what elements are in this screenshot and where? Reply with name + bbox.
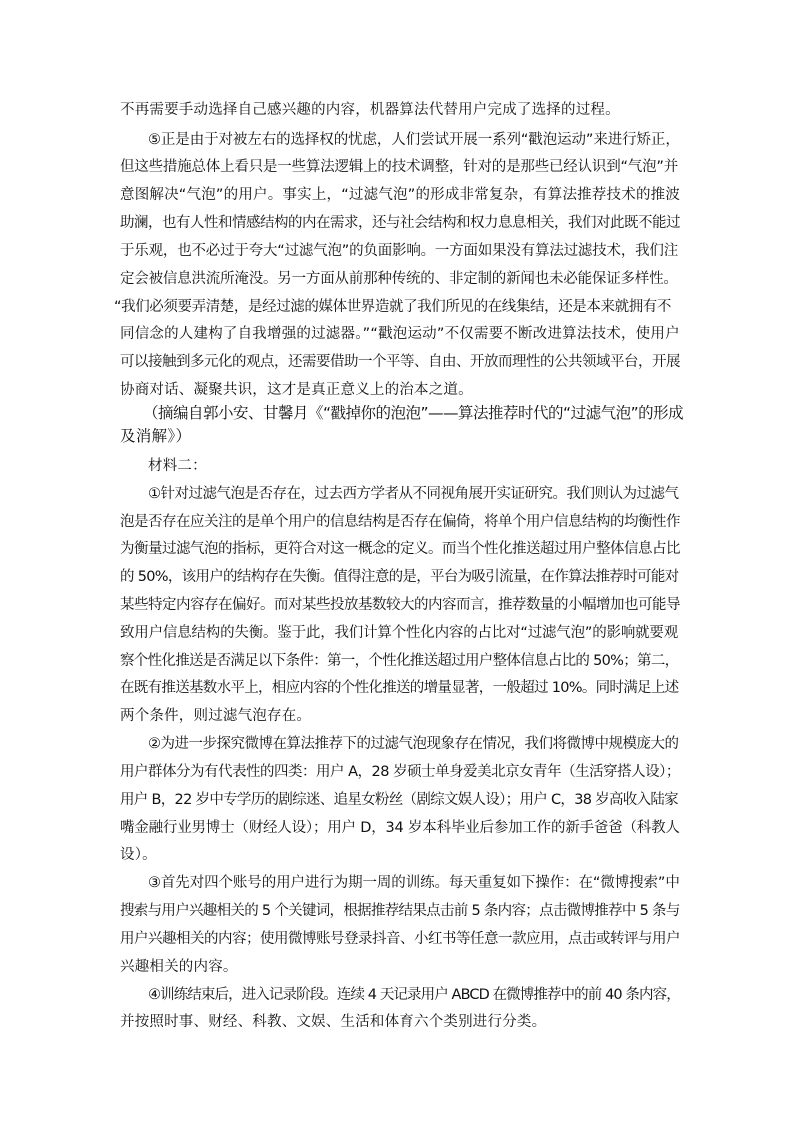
text-line: 并按照时事、财经、科教、文娱、生活和体育六个类别进行分类。: [120, 1014, 547, 1030]
material-two-heading: 材料二：: [148, 458, 207, 474]
text-line: 两个条件，则过滤气泡存在。: [120, 708, 312, 724]
source-citation-end: 及消解》）: [120, 427, 192, 445]
text-line: 嘴金融行业男博士（财经人设）；用户 D，34 岁本科毕业后参加工作的新手爸爸（科教人: [120, 820, 680, 836]
text-line: 的 50%，该用户的结构存在失衡。值得注意的是，平台为吸引流量，在作算法推荐时可能对: [120, 569, 679, 585]
text-line: 用户 B，22 岁中专学历的剧综迷、追星女粉丝（剧综文娱人设）；用户 C，38 岁高收入陆家: [120, 792, 678, 808]
paragraph-5-start: ⑤正是由于对被左右的选择权的忧虑，人们尝试开展一系列“戳泡运动”来进行矫正，: [148, 132, 680, 148]
text-line: 助澜，也有人性和情感结构的内在需求，还与社会结构和权力息息相关，我们对此既不能过: [120, 215, 680, 231]
text-line: 同信念的人建构了自我增强的过滤器。”“戳泡运动”不仅需要不断改进算法技术，使用户: [120, 326, 680, 342]
text-line: 定会被信息洪流所淹没。另一方面从前那种传统的、非定制的新闻也未必能保证多样性。: [120, 271, 678, 287]
text-line: 但这些措施总体上看只是一些算法逻辑上的技术调整，针对的是那些已经认识到“气泡”并: [120, 159, 679, 175]
text-line: 搜索与用户兴趣相关的 5 个关键词，根据推荐结果点击前 5 条内容；点击微博推荐中 5 条与: [120, 903, 680, 919]
paragraph-4-start: ④训练结束后，进入记录阶段。连续 4 天记录用户 ABCD 在微博推荐中的前 40 条内容，: [148, 987, 680, 1003]
text-line: 协商对话、凝聚共识，这才是真正意义上的治本之道。: [120, 382, 473, 398]
text-line: 意图解决“气泡”的用户。事实上，“过滤气泡”的形成非常复杂，有算法推荐技术的推波: [120, 187, 681, 203]
text-line: 设）。: [120, 847, 157, 863]
text-line: 用户兴趣相关的内容；使用微博账号登录抖音、小红书等任意一款应用，点击或转评与用户: [120, 931, 680, 947]
paragraph-2-start: ②为进一步探究微博在算法推荐下的过滤气泡现象存在情况，我们将微博中规模庞大的: [148, 736, 679, 752]
text-line: 某些特定内容存在偏好。而对某些投放基数较大的内容而言，推荐数量的小幅增加也可能导: [120, 597, 680, 613]
text-line: 于乐观，也不必过于夸大“过滤气泡”的负面影响。一方面如果没有算法过滤技术，我们注: [120, 243, 679, 259]
text-line: 可以接触到多元化的观点，还需要借助一个平等、自由、开放而理性的公共领域平台，开展: [120, 354, 680, 370]
text-line: 致用户信息结构的失衡。鉴于此，我们计算个性化内容的占比对“过滤气泡”的影响就要观: [120, 625, 679, 641]
paragraph-3-start: ③首先对四个账号的用户进行为期一周的训练。每天重复如下操作：在“微博搜索”中: [148, 875, 680, 891]
text-line: 不再需要手动选择自己感兴趣的内容，机器算法代替用户完成了选择的过程。: [120, 102, 620, 118]
source-citation: （摘编自郭小安、甘馨月《“戳掉你的泡泡”——算法推荐时代的“过滤气泡”的形成: [143, 404, 684, 422]
text-line: 兴趣相关的内容。: [120, 959, 238, 975]
quote-line: “我们必须要弄清楚，是经过滤的媒体世界造就了我们所见的在线集结，还是本来就拥有不: [114, 299, 672, 315]
text-line: 察个性化推送是否满足以下条件：第一，个性化推送超过用户整体信息占比的 50%；第二，: [120, 653, 679, 669]
text-line: 泡是否存在应关注的是单个用户的信息结构是否存在偏倚，将单个用户信息结构的均衡性作: [120, 514, 680, 530]
text-line: 用户群体分为有代表性的四类：用户 A，28 岁硕士单身爱美北京女青年（生活穿搭人设）；: [120, 764, 680, 780]
text-line: 在既有推送基数水平上，相应内容的个性化推送的增量显著，一般超过 10%。同时满足上述: [120, 680, 679, 696]
paragraph-1-start: ①针对过滤气泡是否存在，过去西方学者从不同视角展开实证研究。我们则认为过滤气: [148, 486, 679, 502]
text-line: 为衡量过滤气泡的指标，更符合对这一概念的定义。而当个性化推送超过用户整体信息占比: [120, 541, 680, 557]
